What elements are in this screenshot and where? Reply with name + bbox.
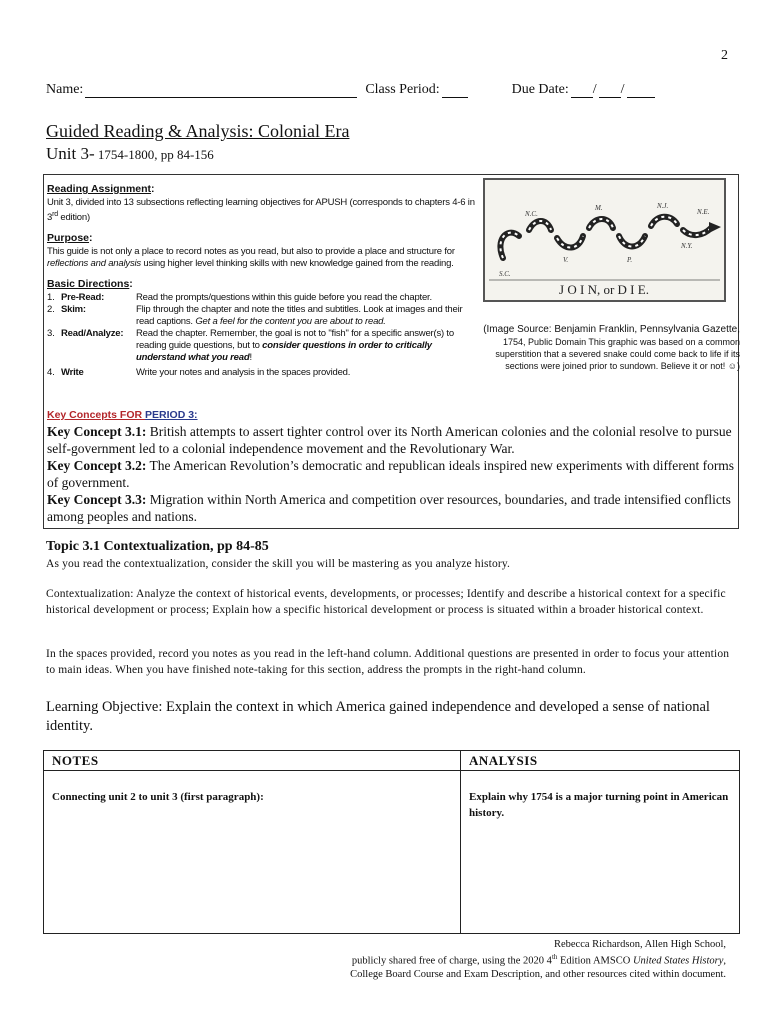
join-or-die-banner: J O I N, or D I E.: [559, 282, 649, 297]
analysis-cell[interactable]: [461, 771, 740, 934]
unit-subtitle: Unit 3- 1754-1800, pp 84-156: [46, 144, 214, 163]
key-concept-3-1: Key Concept 3.1: British attempts to assert tighter control over its North American colonies and the colonial resolve to pursue self-government led to a colonial independence movement and the Revolutionary War.: [47, 424, 732, 456]
topic-intro: As you read the contextualization, consider the skill you will be mastering as you analyze history.: [46, 558, 511, 570]
topic-heading: Topic 3.1 Contextualization, pp 84-85: [46, 539, 269, 554]
footer-credit: Rebecca Richardson, Allen High School, publicly shared free of charge, using the 2020 4th Edition AMSCO United States History, College Board Course and Exam Description, and other resources cited within document.: [350, 939, 726, 980]
reading-assignment-section: Reading Assignment: Unit 3, divided into 13 subsections reflecting learning objectives for APUSH (corresponds to chapters 4-6 in 3rd edition): [47, 179, 479, 224]
analysis-prompt: Explain why 1754 is a major turning point in American history.: [469, 791, 729, 819]
direction-item-pre-read: 1. Pre-Read: Read the prompts/questions within this guide before you read the chapter.: [47, 292, 432, 304]
class-period-field[interactable]: [442, 83, 468, 98]
basic-directions-section: Basic Directions: 1. Pre-Read: Read the prompts/questions within this guide before you read the chapter. 2. Skim: Flip through the chapter and note the titles and subtitles. Look at images and their read captions. Get a feel for the content you are about to read. 3. Read/Analyze: Read the chapter. Remember, the goal is not to "fish" for a specific answer(s) to reading guide questions, but to consider questions in order to critically understand what you read! 4. Write Write your notes and analysis in the spaces provided.: [47, 274, 479, 379]
image-caption: (Image Source: Benjamin Franklin, Pennsylvania Gazette, 1754, Public Domain This graphic was based on a common superstition that a severed snake could come back to life if its sections were joined prior to sundown. Believe it or not! ☺): [483, 324, 740, 371]
basic-directions-heading: Basic Directions: [47, 278, 130, 291]
purpose-text: This guide is not only a place to record notes as you read, but also to provide a place and structure for reflections and analysis using higher level thinking skills with new knowledge gained from the reading.: [47, 246, 455, 270]
segment-label: M.: [595, 204, 603, 212]
student-info-line: Name: Class Period: Due Date: / /: [46, 82, 726, 98]
analysis-column-header: ANALYSIS: [461, 751, 740, 771]
directions-column: [47, 179, 479, 379]
key-concepts-section: [47, 405, 737, 525]
notes-cell[interactable]: [44, 771, 461, 934]
page-number: 2: [721, 48, 728, 63]
due-year-field[interactable]: [627, 83, 655, 98]
segment-label: P.: [627, 256, 633, 264]
name-field[interactable]: [85, 83, 357, 98]
key-concept-3-2: Key Concept 3.2: The American Revolution’s democratic and republican ideals inspired new experiments with different forms of government.: [47, 458, 735, 490]
note-taking-instructions: In the spaces provided, record you notes as you read in the left-hand column. Additional questions are presented in order to focus your attention to main ideas. When you have finished note-taking for this section, address the prompts in the right-hand column.: [46, 648, 730, 676]
page-title: Guided Reading & Analysis: Colonial Era: [46, 121, 350, 141]
segment-label: V.: [563, 256, 569, 264]
segment-label: N.C.: [525, 210, 538, 218]
segment-label: N.E.: [697, 208, 710, 216]
class-period-label: Class Period:: [365, 82, 440, 97]
direction-item-skim: 2. Skim: Flip through the chapter and note the titles and subtitles. Look at images and their read captions. Get a feel for the content you are about to read.: [47, 304, 463, 328]
notes-column-header: NOTES: [44, 751, 461, 771]
join-or-die-image: [483, 178, 726, 302]
notes-prompt: Connecting unit 2 to unit 3 (first paragraph):: [52, 791, 264, 803]
reading-assignment-heading: Reading Assignment: [47, 183, 152, 195]
direction-item-write: 4. Write Write your notes and analysis in the spaces provided.: [47, 367, 351, 379]
notes-analysis-table: [43, 750, 740, 934]
direction-item-read-analyze: 3. Read/Analyze: Read the chapter. Remember, the goal is not to "fish" for a specific answer(s) to reading guide questions, but to consider questions in order to critically understand what you read!: [47, 328, 454, 364]
due-month-field[interactable]: [571, 83, 593, 98]
reading-assignment-text: Unit 3, divided into 13 subsections reflecting learning objectives for APUSH (corresponds to chapters 4-6 in 3rd edition): [47, 197, 475, 224]
segment-label: S.C.: [499, 270, 511, 278]
purpose-heading: Purpose: [47, 232, 90, 245]
due-day-field[interactable]: [599, 83, 621, 98]
purpose-section: Purpose: This guide is not only a place to record notes as you read, but also to provide a place and structure for reflections and analysis using higher level thinking skills with new knowledge gained from the reading.: [47, 228, 479, 270]
contextualization-definition: Contextualization: Analyze the context of historical events, developments, or processes; Identify and describe a historical context for a specific historical development or process; Explain how a specific historical development or process is situated within a broader historical context.: [46, 588, 726, 616]
segment-label: N.J.: [657, 202, 669, 210]
severed-snake-illustration: [485, 180, 724, 300]
key-concept-3-3: Key Concept 3.3: Migration within North America and competition over resources, boundaries, and trade intensified conflicts among peoples and nations.: [47, 492, 731, 524]
due-date-label: Due Date:: [511, 82, 569, 97]
learning-objective: Learning Objective: Explain the context in which America gained independence and developed a sense of national identity.: [46, 699, 710, 734]
key-concepts-heading: Key Concepts FOR PERIOD 3:: [47, 409, 198, 421]
segment-label: N.Y.: [681, 242, 693, 250]
name-label: Name:: [46, 82, 84, 97]
